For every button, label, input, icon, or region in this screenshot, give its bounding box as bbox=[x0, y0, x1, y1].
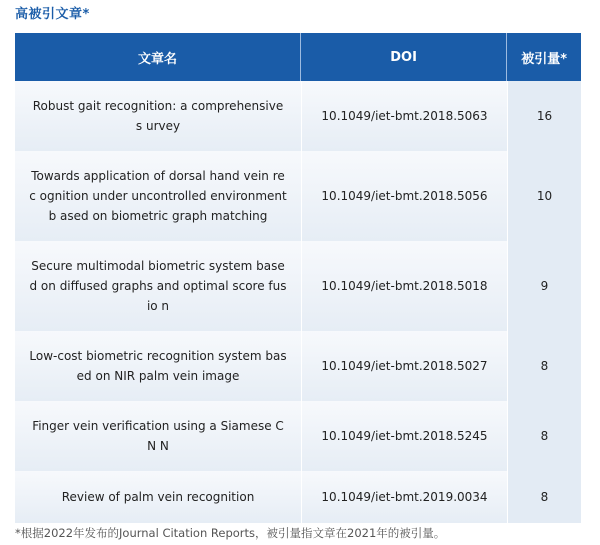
section-heading: 高被引文章* bbox=[15, 7, 90, 22]
article-doi: 10.1049/iet-bmt.2019.0034 bbox=[301, 471, 507, 523]
article-citations: 8 bbox=[507, 471, 581, 523]
footnote: *根据2022年发布的Journal Citation Reports，被引量指文章在2021年的被引量。 bbox=[15, 526, 446, 540]
citation-table bbox=[15, 33, 581, 523]
table-row bbox=[15, 81, 581, 151]
header-title: 文章名 bbox=[15, 33, 301, 81]
table-row bbox=[15, 471, 581, 523]
table-row bbox=[15, 401, 581, 471]
article-citations: 8 bbox=[507, 331, 581, 401]
article-title: Secure multimodal biometric system based on diffused graphs and optimal score fusio n bbox=[15, 241, 301, 331]
article-doi: 10.1049/iet-bmt.2018.5245 bbox=[301, 401, 507, 471]
article-doi: 10.1049/iet-bmt.2018.5056 bbox=[301, 151, 507, 241]
table-row bbox=[15, 151, 581, 241]
article-doi: 10.1049/iet-bmt.2018.5027 bbox=[301, 331, 507, 401]
article-title: Towards application of dorsal hand vein rec ognition under uncontrolled environment b ased on biometric graph matching bbox=[15, 151, 301, 241]
table-row bbox=[15, 331, 581, 401]
article-doi: 10.1049/iet-bmt.2018.5063 bbox=[301, 81, 507, 151]
article-title: Robust gait recognition: a comprehensive s urvey bbox=[15, 81, 301, 151]
article-title: Review of palm vein recognition bbox=[15, 471, 301, 523]
header-citations: 被引量* bbox=[521, 51, 568, 67]
article-title: Low-cost biometric recognition system bas ed on NIR palm vein image bbox=[15, 331, 301, 401]
header-doi: DOI bbox=[301, 33, 507, 81]
article-citations: 16 bbox=[507, 81, 581, 151]
article-doi: 10.1049/iet-bmt.2018.5018 bbox=[301, 241, 507, 331]
article-citations: 9 bbox=[507, 241, 581, 331]
table-row bbox=[15, 241, 581, 331]
article-citations: 8 bbox=[507, 401, 581, 471]
table-header bbox=[15, 33, 581, 81]
article-title: Finger vein verification using a Siamese CN N bbox=[15, 401, 301, 471]
article-citations: 10 bbox=[507, 151, 581, 241]
